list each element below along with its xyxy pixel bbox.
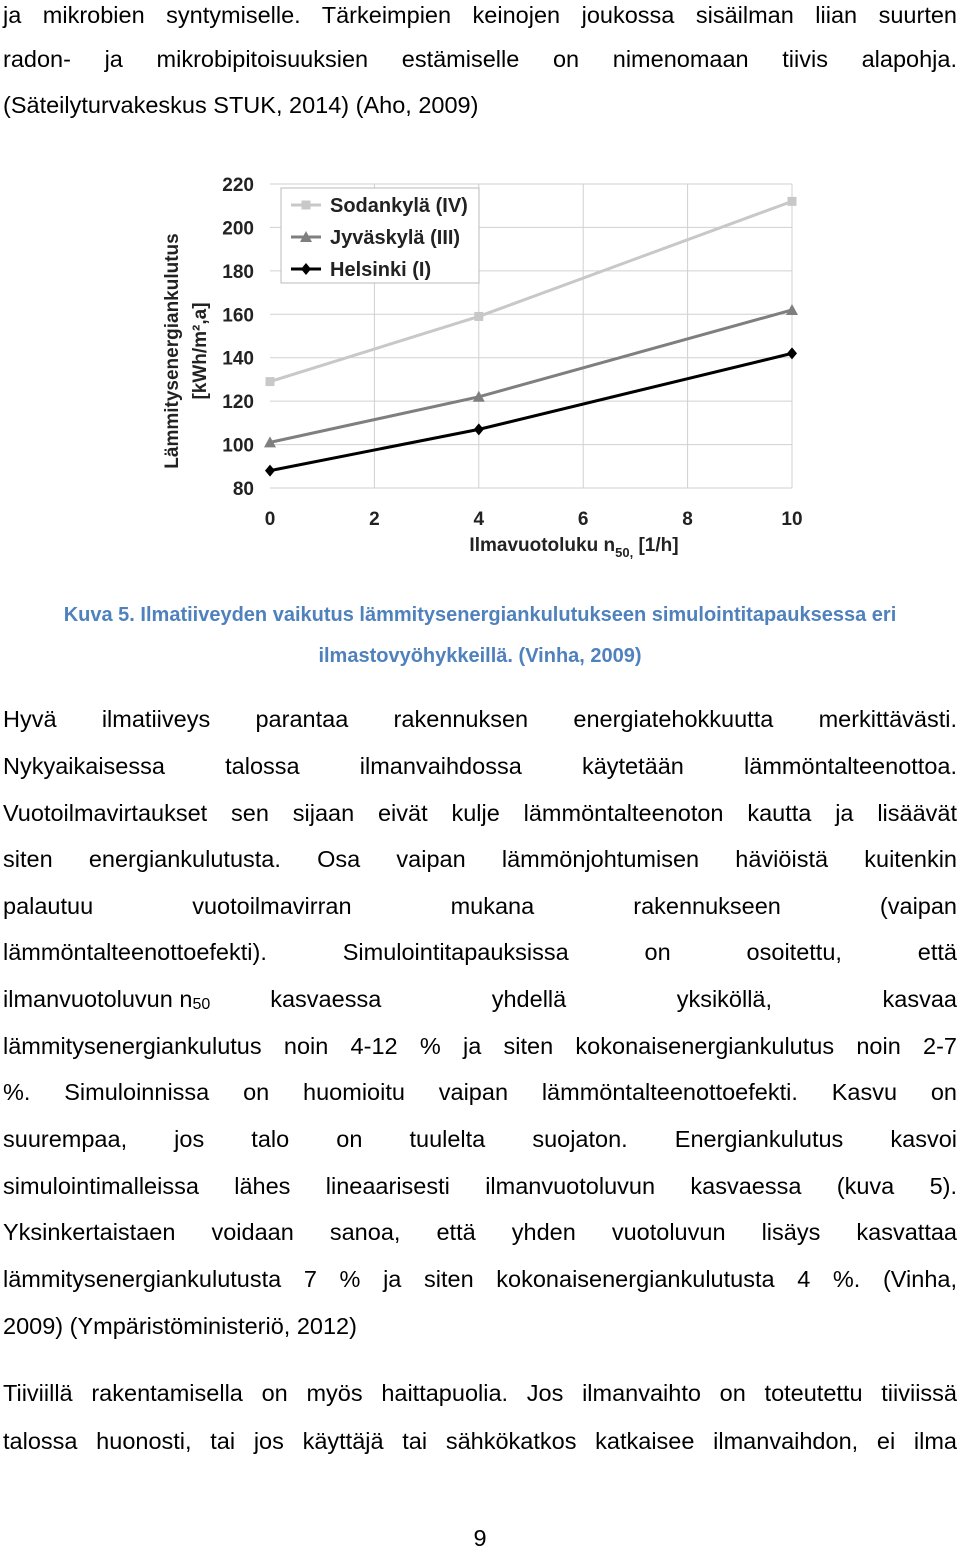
y-axis-unit-label: [kWh/m²,a] <box>190 302 211 400</box>
series-1-point-0 <box>266 377 275 386</box>
chart-y-tick-labels <box>222 175 254 500</box>
legend-label-1: Sodankylä (IV) <box>330 195 468 217</box>
legend-label-2: Jyväskylä (III) <box>330 227 461 249</box>
chart-x-tick-labels <box>265 509 803 530</box>
para1-line-7-word: yhdellä <box>491 986 567 1012</box>
y-tick-label-100: 100 <box>222 435 254 457</box>
para1-line-7-word: yksiköllä, <box>676 986 773 1012</box>
x-axis-label-unit: [1/h] <box>633 535 679 556</box>
x-tick-label-6: 6 <box>577 509 589 530</box>
x-axis-label-subscript: 50, <box>615 545 634 560</box>
x-tick-label-2: 2 <box>369 509 380 530</box>
series-1-point-1 <box>474 312 483 321</box>
series-1-point-2 <box>788 197 797 206</box>
y-tick-label-200: 200 <box>222 218 254 240</box>
x-tick-label-4: 4 <box>473 509 485 530</box>
y-tick-label-160: 160 <box>222 305 254 327</box>
series-2-point-2 <box>786 304 798 315</box>
para1-line-3: Vuotoilmavirtaukset sen sijaan eivät kulje lämmöntalteenoton kautta ja lisäävät <box>3 800 957 826</box>
y-axis-label: Lämmitysenergiankulutus <box>162 233 183 469</box>
para1-line-7 <box>3 984 957 1018</box>
para1-line-8: lämmitysenergiankulutus noin 4-12 % ja siten kokonaisenergiankulutus noin 2-7 <box>3 1033 957 1059</box>
para1-line-7-start <box>3 984 210 1018</box>
intro-line-1: ja mikrobien syntymiselle. Tärkeimpien keinojen joukossa sisäilman liian suurten <box>3 2 957 28</box>
n50-subscript: 50 <box>192 996 211 1013</box>
para1-line-7-word: kasvaa <box>882 986 957 1012</box>
para1-line-5: palautuu vuotoilmavirran mukana rakennukseen (vaipan <box>3 893 957 919</box>
para1-line-11: simulointimalleissa lähes lineaarisesti ilmanvuotoluvun kasvaessa (kuva 5). <box>3 1173 957 1199</box>
y-tick-label-140: 140 <box>222 348 254 370</box>
intro-line-3: (Säteilyturvakeskus STUK, 2014) (Aho, 2009) <box>3 92 479 118</box>
series-3-point-1 <box>474 423 484 435</box>
para1-line-1: Hyvä ilmatiiveys parantaa rakennuksen energiatehokkuutta merkittävästi. <box>3 706 957 732</box>
para1-line-12: Yksinkertaistaen voidaan sanoa, että yhden vuotoluvun lisäys kasvattaa <box>3 1219 957 1245</box>
series-3-line <box>270 353 792 470</box>
y-tick-label-120: 120 <box>222 392 254 414</box>
series-3-point-0 <box>265 465 275 477</box>
legend-marker-1 <box>302 201 311 210</box>
figure-caption-line-1: Kuva 5. Ilmatiiveyden vaikutus lämmitysenergiankulutukseen simulointitapauksessa eri <box>63 604 897 626</box>
para1-line-10: suurempaa, jos talo on tuulelta suojaton. Energiankulutus kasvoi <box>3 1126 957 1152</box>
para2-line-2: talossa huonosti, tai jos käyttäjä tai sähkökatkos katkaisee ilmanvaihdon, ei ilma <box>3 1428 957 1454</box>
page-number: 9 <box>473 1525 487 1551</box>
energy-consumption-chart <box>150 165 830 565</box>
para1-line-4: siten energiankulutusta. Osa vaipan lämmönjohtumisen häviöistä kuitenkin <box>3 846 957 872</box>
x-tick-label-10: 10 <box>781 509 803 530</box>
chart-legend <box>281 188 479 283</box>
para1-line-9: %. Simuloinnissa on huomioitu vaipan lämmöntalteenottoefekti. Kasvu on <box>3 1079 957 1105</box>
series-2-line <box>270 310 792 442</box>
intro-line-2: radon- ja mikrobipitoisuuksien estämiselle on nimenomaan tiivis alapohja. <box>3 46 957 72</box>
y-tick-label-180: 180 <box>222 261 254 283</box>
legend-label-3: Helsinki (I) <box>330 259 432 281</box>
para1-line-7-text: ilmanvuotoluvun n <box>3 986 193 1012</box>
para1-line-13: lämmitysenergiankulutusta 7 % ja siten kokonaisenergiankulutusta 4 %. (Vinha, <box>3 1266 957 1292</box>
para1-line-7-word: kasvaessa <box>270 986 382 1012</box>
para1-line-2: Nykyaikaisessa talossa ilmanvaihdossa käytetään lämmöntalteenottoa. <box>3 753 957 779</box>
figure-caption-line-2: ilmastovyöhykkeillä. (Vinha, 2009) <box>318 645 642 667</box>
para2-line-1: Tiiviillä rakentamisella on myös haittapuolia. Jos ilmanvaihto on toteutettu tiiviissä <box>3 1380 957 1406</box>
x-axis-label <box>469 535 678 560</box>
y-tick-label-80: 80 <box>232 479 254 500</box>
x-tick-label-8: 8 <box>682 509 693 530</box>
x-tick-label-0: 0 <box>264 509 276 530</box>
x-axis-label-main: Ilmavuotoluku n <box>469 535 616 556</box>
para1-line-14: 2009) (Ympäristöministeriö, 2012) <box>3 1313 357 1339</box>
para1-line-7-rest <box>270 984 957 1018</box>
para1-line-6: lämmöntalteenottoefekti). Simulointitapauksissa on osoitettu, että <box>3 939 957 965</box>
y-tick-label-220: 220 <box>222 175 254 196</box>
